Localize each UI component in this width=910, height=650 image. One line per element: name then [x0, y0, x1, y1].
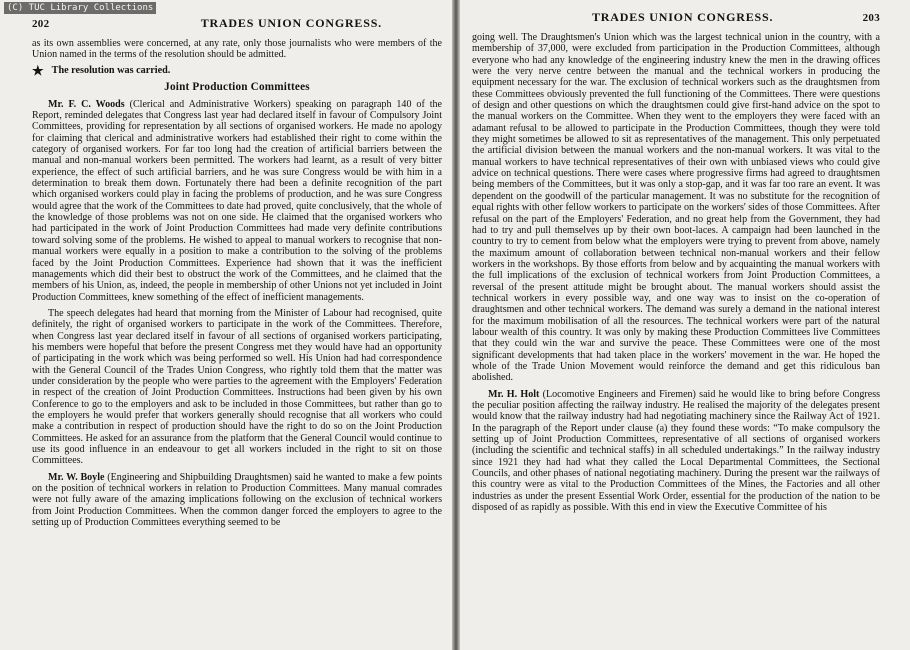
book-gutter — [452, 0, 460, 650]
resolution-carried — [32, 62, 442, 78]
running-title: TRADES UNION CONGRESS. — [200, 16, 382, 30]
star-icon: ★ — [32, 62, 44, 78]
paragraph-boyle — [32, 472, 442, 529]
running-title: TRADES UNION CONGRESS. — [592, 10, 774, 24]
resolution-carried-text: The resolution was carried. — [51, 64, 171, 76]
paragraph-holt — [472, 389, 880, 514]
speech-text: (Engineering and Shipbuilding Draughtsmen) said he wanted to make a few points on the position of technical workers in relation to Production Committees. Many manual comrades were not fully aware of the amazing implications following on the exclusion of technical workers from Joint Production Committees. When the common danger forced the employers to agree to the setting up of Production Committees everything seemed to be — [32, 471, 443, 529]
paragraph-opening: as its own assemblies were concerned, at any rate, only those journalists who were members of the Union named in the terms of the resolution should be admitted. — [32, 38, 442, 61]
left-page-header — [32, 16, 382, 31]
speech-text: (Locomotive Engineers and Firemen) said he would like to bring before Congress the peculiar position affecting the railway industry. He realised the majority of the delegates present would know that the railway industry had had negotiating machinery since the Railway Act of 1921. In the paragraph of the Report under clause (a) they found these words: “To make compulsory the setting up of Joint Production Committees, representative of all sections of organised workers (including the scientific and technical staffs) in all scheduled undertakings.” In the railway industry since 1921 they had had what they called the Local Departmental Committees, the Sectional Councils, and other phases of national negotiating machinery. During the present war the railways of this country were as vital to the Production Committees of the Mines, the Factories and all other industries as under the present Essential Work Order, essential for the production of the nation to be disposed of as rapidly as possible. With this end in view the Executive Committee of his — [472, 388, 881, 514]
speaker-name: Mr. H. Holt — [488, 388, 540, 400]
right-page — [460, 0, 910, 650]
section-title: Joint Production Committees — [164, 80, 310, 93]
page-number: 202 — [32, 18, 50, 30]
speech-text: (Clerical and Administrative Workers) speaking on paragraph 140 of the Report, reminded delegates that Congress last year had declared itself in favour of Compulsory Joint Committees, providing for representation by all sections of organised workers. He made no apology for claiming that clerical and administrative workers had established their right to come within the category of organised workers. For far too long had the creation of artificial barriers between the manual and non-manual workers been permitted. The workers had learnt, as a result of very bitter experience, the effect of such artificial barriers, and he was sure Congress would be with him in a determination to break them down. Fortunately there had been a definite recognition of the part which organised workers could play in facing the problems of production, and he was sure Congress would agree that the work of the Committees to date had proved, quite conclusively, that the whole of the knowledge of those problems was not on one side. He claimed that the organised workers who had participated in the work of Joint Production Committees had made very definite contributions toward solving some of the problems. He wished to appeal to manual workers to recognise that non-manual workers were equally in a position to make a contribution to the solving of the problems faced by the Joint Production Committees. Experience had shown that it was the inefficient managements which did their best to obstruct the work of the Committees, and he claimed that the members of his Union, as, indeed, the people in membership of other Unions not yet included in Joint Production Committees, knew something of the effect of inefficient managements. — [32, 98, 442, 303]
paragraph-woods-2: The speech delegates had heard that morning from the Minister of Labour had recognised, quite definitely, the right of organised workers to participate in the work of the Committees. Therefore, when Congress last year declared itself in favour of all sections of organised workers participating, his members were hopeful that before the present Congress met they would have had an opportunity of participating in the work which was being performed so well. His Union had had correspondence with the General Council of the Trades Union Congress, who rightly told them that the matter was under consideration by the people who were parties to the agreement with the Employers' Federation in respect of the creation of Joint Production Committees. Instructions had been given by his own Conference to go to the employers and ask to be included in those Committees, but rather than go to the employers he would prefer that workers generally should recognise that all workers who could make a contribution in respect of production should have the right to do so on the Joint Production Committees. He asked for an assurance from the platform that the General Council would continue to use its good influence in an endeavour to get all workers included in the right to sit on those Committees. — [32, 307, 442, 467]
page-number: 203 — [862, 12, 880, 24]
paragraph-woods — [32, 99, 442, 303]
left-page — [0, 0, 452, 650]
speaker-name: Mr. W. Boyle — [48, 471, 105, 483]
paragraph-boyle-continued: going well. The Draughtsmen's Union which was the largest technical union in the country, with a membership of 37,000, were excluded from participation in the Production Committees, although everyone who had any knowledge of the engineering industry knew the men in the drawing offices were the very nerve centre between the manual and the technical workers in producing the equipment necessary for the war. The exclusion of technical workers such as the draughtsmen from these Committees obviously prevented the full functioning of the Committees. There were questions of design and other questions on which the draughtsmen could give first-hand advice on the spot to the manual workers on the Committee. When they went to the employers they were faced with an adamant refusal to be allowed to participate in the Production Committees, though they were told they might sometimes be allowed to sit as representatives of the management. This only perpetuated the artificial division between the manual workers and the non-manual workers. It was vital to the manual workers to have technical representatives of their own with unbiased views who could give advice on technical questions. There were cases where progressive firms had agreed to draughtsmen being members of the Committees, but it was only a stop-gap, and it was far too rare an event. It was dependent on the goodwill of the particular management. It was no substitute for the recognition of equal rights with other fellow workers to participate on the workers' sides of those Committees. After refusal on the part of the Employers' Federation, and no great help from the Government, they had had to try and pull themselves up by their own boot-laces. A campaign had been launched in the country to try to cement from below what the employers were trying to prevent from above, namely the maximum amount of collaboration between technical non-manual workers and their fellow workers in the workshops. By those efforts from below and by acquainting the manual workers with the full implications of the exclusion of technical workers from Joint Production Committees, a reversal of the present attitude might be brought about. The manual workers should assist the technical workers in every possible way, and one way was to insist on the co-operation of draughtsmen and other technical workers. The demand was surely a demand in the national interest for the maximum mobilisation of all the resources. The technical workers were part of the natural labour wealth of this country. It was only by making these Production Committees live Committees that they could win the war and survive the peace. These Committees were one of the most significant developments that had taken place in the workers' movement in the war. He hoped the whole of the Trade Union Movement would reinforce the demand and get this ridiculous ban abolished. — [472, 32, 880, 384]
right-page-header — [592, 10, 880, 25]
speaker-name: Mr. F. C. Woods — [48, 98, 125, 110]
copyright-watermark: (C) TUC Library Collections — [4, 2, 156, 14]
